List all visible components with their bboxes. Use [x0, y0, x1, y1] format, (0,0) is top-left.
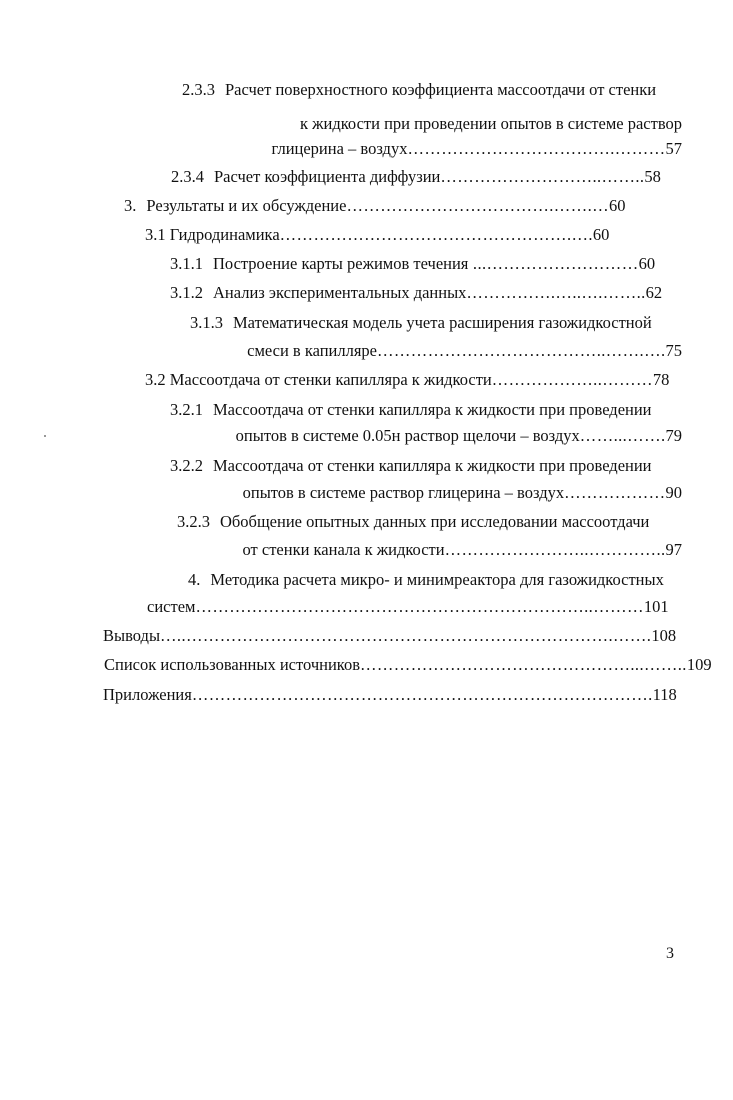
toc-page-ref: 57	[665, 139, 682, 158]
toc-title: Массоотдача от стенки капилляра к жидкости при проведении	[213, 456, 652, 475]
toc-entry-3-1-1	[170, 254, 682, 274]
toc-entry-3-2-1-line-2	[170, 426, 682, 446]
toc-leader-dots: ……………………..…………..	[444, 540, 666, 559]
toc-entry-4-line-1	[188, 570, 682, 590]
toc-page-ref: 58	[644, 167, 661, 186]
toc-leader-dots: …………………………………………….….	[279, 225, 593, 244]
toc-title-continuation: систем	[147, 597, 196, 616]
toc-leader-dots: ……………………………………………………………………….	[191, 685, 653, 704]
toc-page-ref: 62	[645, 283, 663, 302]
toc-title: Приложения	[103, 685, 192, 704]
toc-title: Выводы	[103, 626, 161, 645]
toc-page-ref: 108	[651, 626, 677, 645]
toc-entry-2-3-3-line-3	[182, 139, 682, 159]
toc-number: 2.3.4	[171, 167, 204, 186]
toc-entry-3-2-3-line-2	[177, 540, 682, 560]
toc-entry-3-2-2-line-2	[170, 483, 682, 503]
toc-title: Методика расчета микро- и минимреактора для газожидкостных	[210, 570, 664, 589]
toc-leader-dots: …………………………………………...……..	[360, 655, 687, 674]
toc-title-continuation: опытов в системе 0.05н раствор щелочи – воздух	[235, 426, 580, 445]
toc-title: Расчет поверхностного коэффициента массоотдачи от стенки	[225, 80, 657, 99]
toc-leader-dots: ……………………………….………	[407, 139, 666, 158]
toc-leader-dots: ……...…….	[579, 426, 666, 445]
toc-title: Гидродинамика	[169, 225, 280, 244]
toc-title: Массоотдача от стенки капилляра к жидкости при проведении	[213, 400, 652, 419]
toc-leader-dots: ……………………………….…….…	[346, 196, 610, 215]
toc-entry-4-line-2	[147, 597, 682, 617]
toc-entry-2-3-3-line-2	[182, 114, 682, 134]
toc-page-ref: 78	[652, 370, 670, 389]
toc-entry-conclusions	[103, 626, 682, 646]
toc-title: Результаты и их обсуждение	[146, 196, 347, 215]
toc-number: 3.2.1	[170, 400, 203, 419]
toc-number: 2.3.3	[182, 80, 215, 99]
toc-entry-appendices	[103, 685, 682, 705]
toc-number: 3.1	[145, 225, 166, 244]
toc-entry-3-2	[145, 370, 682, 390]
toc-entry-2-3-3-line-1	[182, 80, 682, 100]
toc-title: Массоотдача от стенки капилляра к жидкости	[169, 370, 492, 389]
toc-number: 3.1.2	[170, 283, 203, 302]
toc-leader-dots: ………………..………	[491, 370, 653, 389]
toc-page-ref: 109	[686, 655, 712, 674]
toc-page-ref: 60	[609, 196, 626, 215]
scan-speck	[44, 435, 46, 437]
toc-leader-dots: …………….…..….……..	[466, 283, 646, 302]
toc-leader-dots: ………………	[564, 483, 666, 502]
toc-entry-3	[124, 196, 682, 216]
toc-page-ref: 60	[592, 225, 610, 244]
toc-title: Построение карты режимов течения	[213, 254, 469, 273]
toc-leader-dots: …………………………………..…….….	[377, 341, 666, 360]
toc-leader-dots: …..………………………………………………………………….…….	[160, 626, 652, 645]
toc-number: 3.1.3	[190, 313, 223, 332]
toc-entry-references	[104, 655, 712, 675]
toc-leader-dots: ……………………………………………………………..………	[195, 597, 644, 616]
toc-title: Список использованных источников	[104, 655, 360, 674]
toc-title-continuation: глицерина – воздух	[271, 139, 408, 158]
toc-page-ref: 118	[652, 685, 677, 704]
toc-page-ref: 75	[665, 341, 682, 360]
toc-title-continuation: опытов в системе раствор глицерина – воздух	[242, 483, 565, 502]
toc-number: 3.1.1	[170, 254, 203, 273]
toc-title: Анализ экспериментальных данных	[213, 283, 467, 302]
toc-entry-3-2-3-line-1	[177, 512, 682, 532]
page-number: 3	[666, 945, 674, 962]
toc-page-ref: 101	[643, 597, 669, 616]
toc-page-ref: 90	[665, 483, 682, 502]
toc-entry-3-1-3-line-1	[190, 313, 682, 333]
toc-number: 4.	[188, 570, 201, 589]
toc-entry-3-1-3-line-2	[190, 341, 682, 361]
toc-entry-3-1	[145, 225, 682, 245]
toc-entry-3-1-2	[170, 283, 682, 303]
toc-title-continuation: смеси в капилляре	[247, 341, 377, 360]
toc-title: Математическая модель учета расширения газожидкостной	[233, 313, 652, 332]
toc-page-ref: 60	[638, 254, 656, 273]
toc-leader-dots: ………………………..……..	[440, 167, 645, 186]
toc-title: Расчет коэффициента диффузии	[214, 167, 441, 186]
toc-title-continuation: к жидкости при проведении опытов в системе раствор	[299, 114, 682, 133]
toc-page-ref: 97	[665, 540, 682, 559]
toc-number: 3.	[124, 196, 137, 215]
toc-entry-2-3-4	[171, 167, 682, 187]
toc-title-continuation: от стенки канала к жидкости	[242, 540, 445, 559]
toc-page-ref: 79	[665, 426, 682, 445]
toc-leader-dots: ...………………………	[468, 254, 639, 273]
toc-title: Обобщение опытных данных при исследовании массоотдачи	[220, 512, 650, 531]
toc-number: 3.2.2	[170, 456, 203, 475]
toc-number: 3.2.3	[177, 512, 210, 531]
toc-entry-3-2-2-line-1	[170, 456, 682, 476]
toc-entry-3-2-1-line-1	[170, 400, 682, 420]
toc-number: 3.2	[145, 370, 166, 389]
